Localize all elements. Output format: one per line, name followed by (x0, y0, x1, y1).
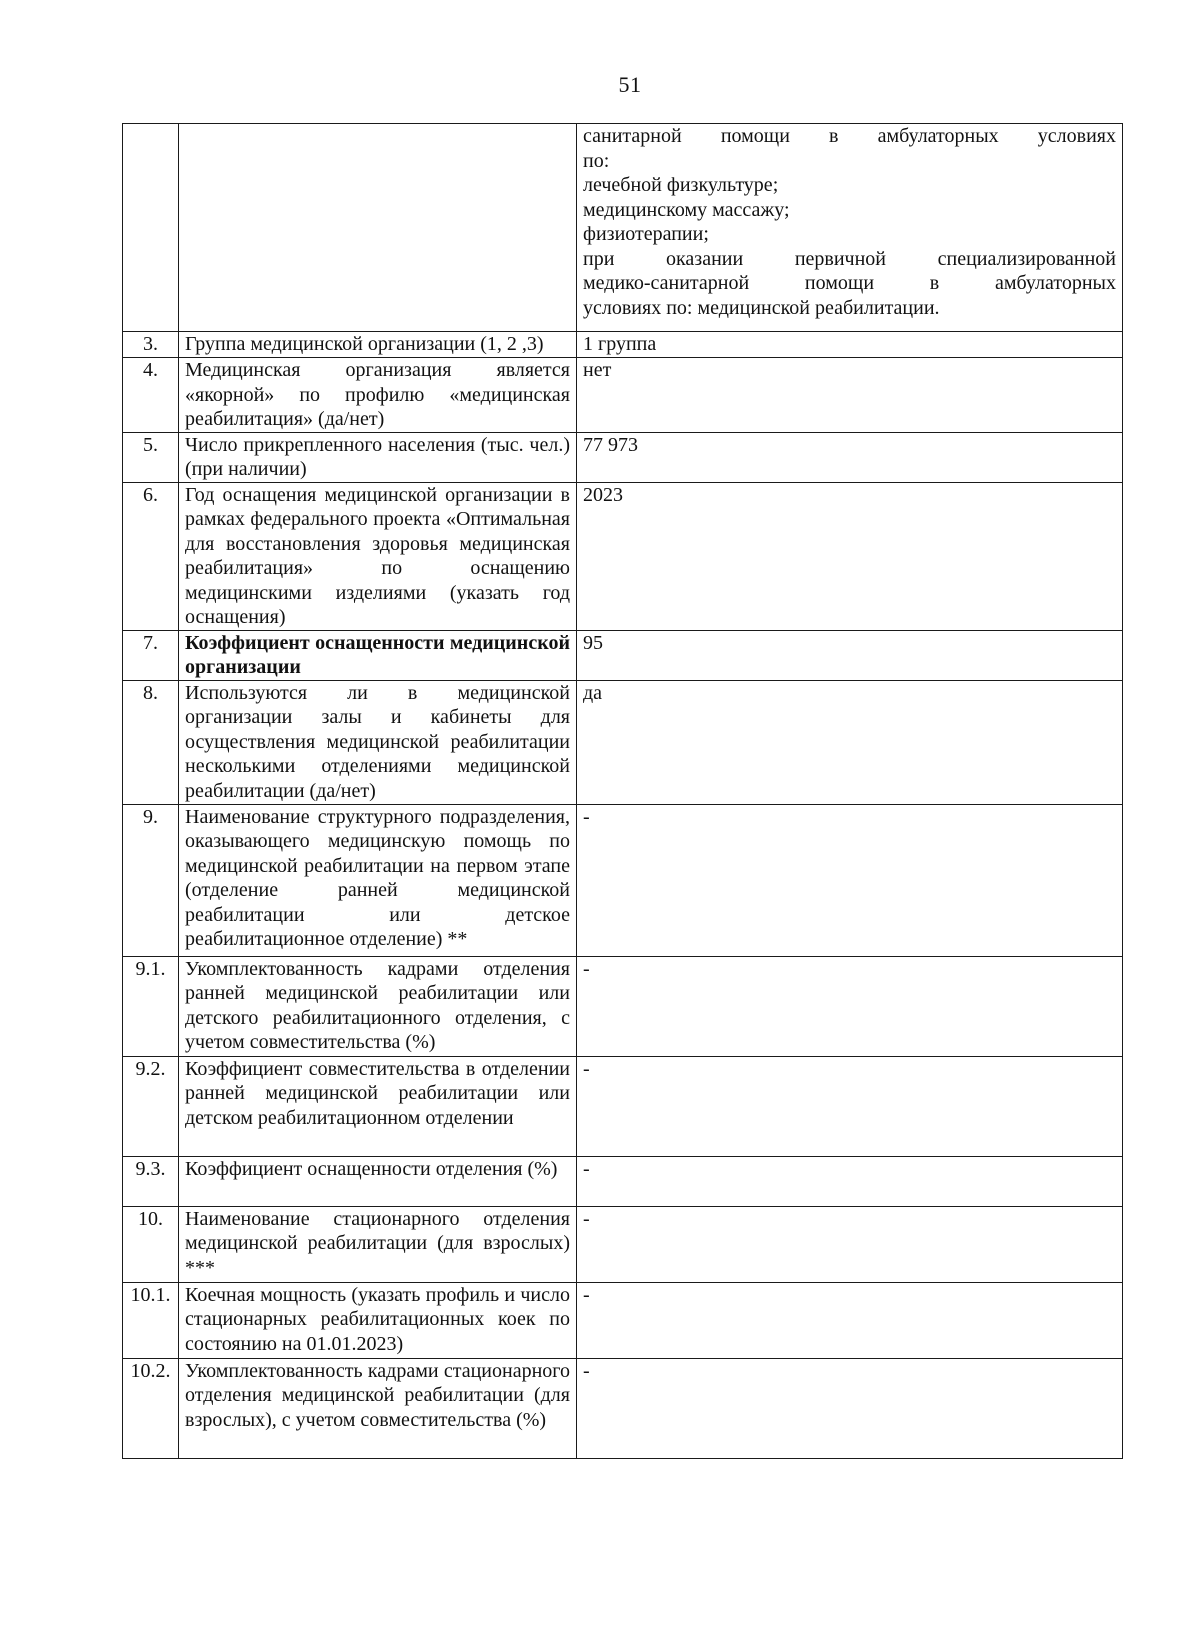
row-label: Коэффициент совместительства в отделении ранней медицинской реабилитации или детском реабилитационном отделении (179, 1056, 577, 1156)
row-label: Коэффициент оснащенности медицинской организации (179, 630, 577, 680)
table-row (123, 432, 1123, 482)
row-label: Наименование стационарного отделения медицинской реабилитации (для взрослых) *** (179, 1206, 577, 1282)
row-number: 8. (123, 680, 179, 804)
table-row (123, 1282, 1123, 1358)
row-number: 10.1. (123, 1282, 179, 1358)
row-number-cell (123, 124, 179, 332)
row-label: Коечная мощность (указать профиль и число стационарных реабилитационных коек по состоянию на 01.01.2023) (179, 1282, 577, 1358)
form-table (122, 123, 1123, 1459)
row-value: - (577, 1282, 1123, 1358)
table-row (123, 124, 1123, 332)
row-value: да (577, 680, 1123, 804)
table-row (123, 804, 1123, 956)
continuation-cell (577, 124, 1123, 332)
row-value: 1 группа (577, 332, 1123, 358)
table-row (123, 680, 1123, 804)
continuation-line: по: (583, 149, 610, 172)
row-value: 77 973 (577, 432, 1123, 482)
table-row (123, 1358, 1123, 1458)
row-number: 10. (123, 1206, 179, 1282)
table-row (123, 1056, 1123, 1156)
row-label: Коэффициент оснащенности отделения (%) (179, 1156, 577, 1206)
row-value: - (577, 1056, 1123, 1156)
continuation-line: медико-санитарной помощи в амбулаторных (583, 272, 1116, 294)
continuation-line: санитарной помощи в амбулаторных условиях (583, 125, 1116, 147)
row-label: Наименование структурного подразделения, оказывающего медицинскую помощь по медицинской реабилитации на первом этапе (отделение ранней медицинской реабилитации или детское реабилитационное отделение) ** (179, 804, 577, 956)
row-value: - (577, 1156, 1123, 1206)
row-number: 5. (123, 432, 179, 482)
row-value: 95 (577, 630, 1123, 680)
continuation-line: лечебной физкультуре; (583, 174, 779, 196)
table-row (123, 1206, 1123, 1282)
table-row (123, 1156, 1123, 1206)
row-number: 7. (123, 630, 179, 680)
row-value: - (577, 804, 1123, 956)
row-number: 3. (123, 332, 179, 358)
row-label: Число прикрепленного населения (тыс. чел.) (при наличии) (179, 432, 577, 482)
row-label: Укомплектованность кадрами отделения ранней медицинской реабилитации или детского реабилитационного отделения, с учетом совместительства (%) (179, 956, 577, 1056)
row-label: Медицинская организация является «якорной» по профилю «медицинская реабилитация» (да/нет) (179, 358, 577, 433)
row-label: Используются ли в медицинской организации залы и кабинеты для осуществления медицинской реабилитации несколькими отделениями медицинской реабилитации (да/нет) (179, 680, 577, 804)
table-row (123, 332, 1123, 358)
row-value: - (577, 1358, 1123, 1458)
row-value: - (577, 956, 1123, 1056)
row-label: Год оснащения медицинской организации в рамках федерального проекта «Оптимальная для восстановления здоровья медицинская реабилитация» по оснащению медицинскими изделиями (указать год оснащения) (179, 482, 577, 630)
row-label: Группа медицинской организации (1, 2 ,3) (179, 332, 577, 358)
row-label: Укомплектованность кадрами стационарного отделения медицинской реабилитации (для взрослых), с учетом совместительства (%) (179, 1358, 577, 1458)
row-number: 9.2. (123, 1056, 179, 1156)
row-number: 4. (123, 358, 179, 433)
row-number: 6. (123, 482, 179, 630)
continuation-line: физиотерапии; (583, 223, 709, 245)
row-number: 9.3. (123, 1156, 179, 1206)
row-value: нет (577, 358, 1123, 433)
row-value: - (577, 1206, 1123, 1282)
row-number: 9. (123, 804, 179, 956)
table-row (123, 358, 1123, 433)
continuation-line: условиях по: медицинской реабилитации. (583, 296, 940, 319)
table-row (123, 482, 1123, 630)
row-number: 9.1. (123, 956, 179, 1056)
continuation-line: при оказании первичной специализированной (583, 247, 1116, 270)
table-row (123, 956, 1123, 1056)
table-row (123, 630, 1123, 680)
row-value: 2023 (577, 482, 1123, 630)
continuation-line: медицинскому массажу; (583, 198, 790, 221)
row-label-cell (179, 124, 577, 332)
row-number: 10.2. (123, 1358, 179, 1458)
page-number: 51 (618, 72, 642, 97)
